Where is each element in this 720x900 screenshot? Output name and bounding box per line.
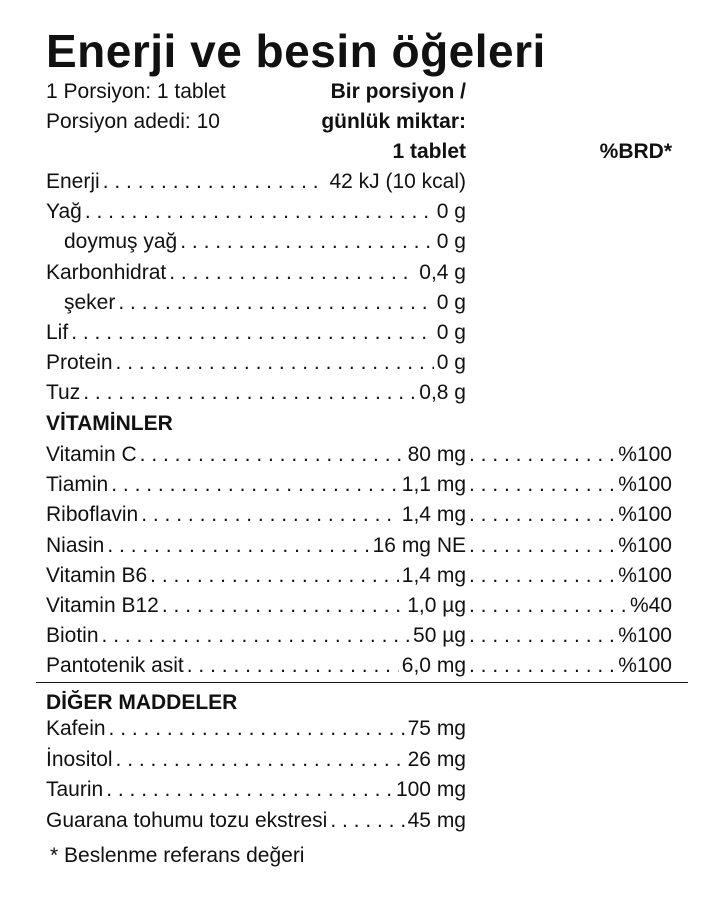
leader-dots	[116, 349, 434, 377]
row-label: Vitamin C	[46, 443, 137, 466]
leader-dots	[106, 776, 393, 804]
leader-dots	[109, 715, 405, 743]
column-header-rdi: %BRD*	[599, 140, 672, 163]
leader-dots	[469, 562, 615, 590]
row-label: Vitamin B6	[46, 563, 148, 587]
row-percent: %100	[618, 563, 672, 587]
column-header-amount-line1: Bir porsiyon /	[330, 80, 466, 103]
leader-dots	[469, 532, 615, 560]
row-label: Taurin	[46, 778, 104, 801]
row-value: 1,4 mg	[401, 503, 466, 527]
leader-dots	[102, 622, 410, 650]
row-value: 16 mg NE	[372, 533, 466, 557]
vitamins-heading: VİTAMİNLER	[46, 412, 173, 435]
row-value: 45 mg	[407, 808, 466, 832]
row-value: 0 g	[436, 230, 466, 254]
row-label: doymuş yağ	[64, 230, 178, 254]
row-value: 75 mg	[407, 717, 466, 740]
leader-dots	[116, 746, 405, 774]
row-value: 0 g	[436, 321, 466, 344]
row-value: 0,8 g	[419, 381, 466, 405]
row-value: 1,1 mg	[401, 473, 466, 497]
servings-per-pack: Porsiyon adedi: 10	[46, 110, 220, 133]
leader-dots	[83, 379, 416, 407]
row-percent: %100	[618, 624, 672, 648]
row-label: Tuz	[46, 381, 81, 405]
leader-dots	[187, 652, 399, 680]
row-label: Vitamin B12	[46, 594, 159, 617]
row-value: 1,4 mg	[401, 563, 466, 587]
row-value: 26 mg	[407, 747, 466, 771]
row-label: Karbonhidrat	[46, 260, 167, 284]
row-label: Riboflavin	[46, 503, 139, 527]
row-label: Enerji	[46, 170, 100, 193]
leader-dots	[85, 198, 434, 226]
row-label: Biotin	[46, 624, 99, 648]
column-header-amount-line2: günlük miktar:	[321, 110, 466, 133]
row-value: 0,4 g	[419, 260, 466, 284]
leader-dots	[169, 259, 416, 287]
row-value: 42 kJ (10 kcal)	[329, 170, 466, 193]
row-label: İnositol	[46, 747, 113, 771]
row-value: 50 µg	[413, 624, 466, 648]
leader-dots	[469, 652, 615, 680]
row-value: 6,0 mg	[401, 654, 466, 678]
row-label: Lif	[46, 321, 69, 344]
leader-dots	[162, 592, 404, 620]
row-percent: %100	[618, 443, 672, 466]
leader-dots	[469, 592, 627, 620]
row-value: 0 g	[436, 351, 466, 375]
row-label: Niasin	[46, 533, 105, 557]
row-value: 0 g	[436, 290, 466, 314]
leader-dots	[469, 622, 615, 650]
row-percent: %100	[618, 654, 672, 678]
leader-dots	[469, 501, 615, 529]
leader-dots	[118, 289, 433, 317]
row-value: 100 mg	[395, 778, 466, 801]
section-divider	[36, 682, 688, 683]
leader-dots	[180, 228, 434, 256]
column-header-amount-line3: 1 tablet	[392, 140, 466, 163]
leader-dots	[141, 501, 399, 529]
row-value: 80 mg	[407, 443, 466, 466]
row-label: Pantotenik asit	[46, 654, 184, 678]
row-label: Kafein	[46, 717, 106, 740]
footnote: * Beslenme referans değeri	[50, 844, 305, 867]
leader-dots	[103, 168, 327, 196]
row-percent: %40	[629, 594, 672, 617]
leader-dots	[107, 532, 369, 560]
leader-dots	[469, 471, 615, 499]
row-label: Protein	[46, 351, 113, 375]
row-label: şeker	[64, 290, 116, 314]
row-percent: %100	[618, 533, 672, 557]
leader-dots	[71, 319, 434, 347]
leader-dots	[150, 562, 399, 590]
row-value: 0 g	[436, 200, 466, 224]
leader-dots	[330, 807, 404, 835]
row-label: Yağ	[46, 200, 82, 224]
panel-title: Enerji ve besin öğeleri	[46, 25, 546, 77]
leader-dots	[469, 441, 615, 469]
row-label: Tiamin	[46, 473, 109, 497]
row-label: Guarana tohumu tozu ekstresi	[46, 808, 328, 832]
serving-size: 1 Porsiyon: 1 tablet	[46, 80, 226, 103]
other-substances-heading: DİĞER MADDELER	[46, 691, 238, 714]
leader-dots	[140, 441, 405, 469]
row-value: 1,0 µg	[407, 594, 466, 617]
row-percent: %100	[618, 503, 672, 527]
leader-dots	[111, 471, 399, 499]
row-percent: %100	[618, 473, 672, 497]
